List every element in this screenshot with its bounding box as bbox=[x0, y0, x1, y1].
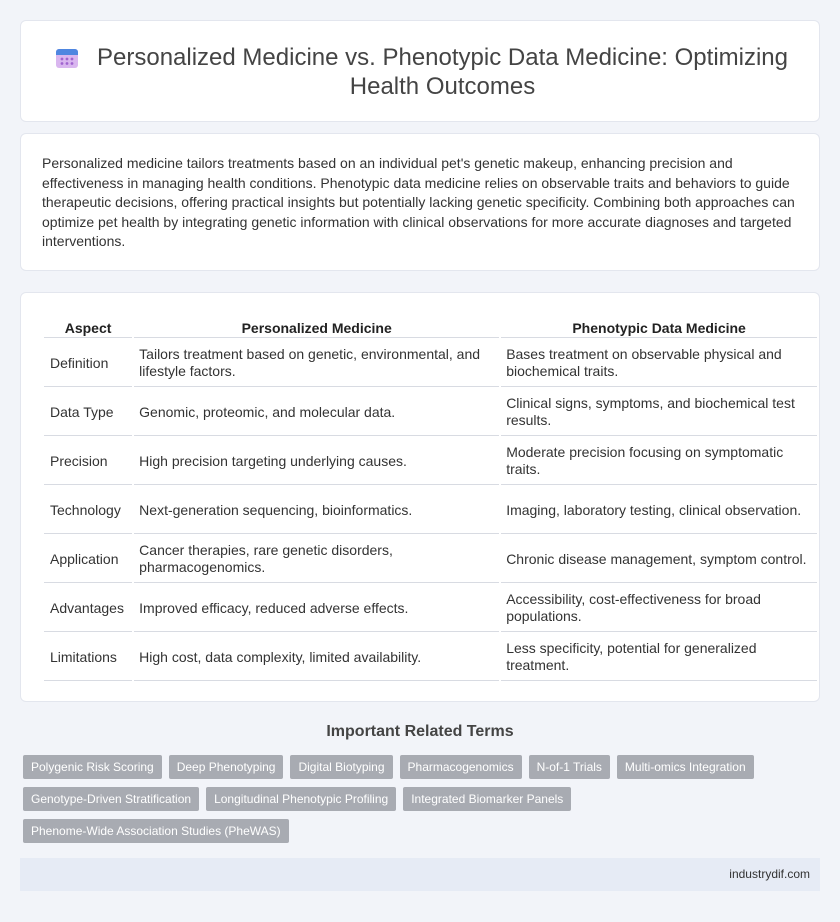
table-header-row bbox=[44, 319, 817, 338]
related-term-tag[interactable]: Digital Biotyping bbox=[290, 755, 392, 779]
related-term-tag[interactable]: Phenome-Wide Association Studies (PheWAS) bbox=[23, 819, 289, 843]
phenotypic-cell: Bases treatment on observable physical and biochemical traits. bbox=[501, 340, 817, 387]
related-term-tag[interactable]: Genotype-Driven Stratification bbox=[23, 787, 199, 811]
comparison-table bbox=[42, 317, 819, 683]
table-row bbox=[44, 487, 817, 534]
header-card bbox=[20, 20, 820, 122]
comparison-table-card bbox=[20, 292, 820, 702]
page-title: Personalized Medicine vs. Phenotypic Data Medicine: Optimizing Health Outcomes bbox=[97, 44, 788, 100]
related-term-tag[interactable]: Deep Phenotyping bbox=[169, 755, 284, 779]
personalized-cell: Tailors treatment based on genetic, environmental, and lifestyle factors. bbox=[134, 340, 499, 387]
table-row bbox=[44, 634, 817, 681]
personalized-cell: Cancer therapies, rare genetic disorders, pharmacogenomics. bbox=[134, 536, 499, 583]
footer bbox=[20, 858, 820, 891]
personalized-cell: Genomic, proteomic, and molecular data. bbox=[134, 389, 499, 436]
phenotypic-cell: Clinical signs, symptoms, and biochemical test results. bbox=[501, 389, 817, 436]
related-terms-list bbox=[23, 755, 813, 851]
aspect-cell: Application bbox=[44, 536, 132, 583]
intro-paragraph: Personalized medicine tailors treatments based on an individual pet's genetic makeup, enhancing precision and effectiveness in managing health conditions. Phenotypic data medicine relies on observable traits and behaviors to guide therapeutic decisions, offering practical insights but potentially lacking genetic specificity. Combining both approaches can optimize pet health by integrating genetic information with clinical observations for more accurate diagnoses and targeted interventions. bbox=[42, 155, 795, 250]
aspect-cell: Limitations bbox=[44, 634, 132, 681]
header-personalized-medicine: Personalized Medicine bbox=[134, 319, 499, 338]
aspect-cell: Precision bbox=[44, 438, 132, 485]
related-terms-title: Important Related Terms bbox=[326, 723, 514, 740]
aspect-cell: Technology bbox=[44, 487, 132, 534]
table-row bbox=[44, 585, 817, 632]
aspect-cell: Data Type bbox=[44, 389, 132, 436]
related-term-tag[interactable]: Multi-omics Integration bbox=[617, 755, 754, 779]
table-row bbox=[44, 389, 817, 436]
related-term-tag[interactable]: Pharmacogenomics bbox=[400, 755, 522, 779]
personalized-cell: High precision targeting underlying causes. bbox=[134, 438, 499, 485]
related-term-tag[interactable]: Integrated Biomarker Panels bbox=[403, 787, 571, 811]
intro-card bbox=[20, 133, 820, 271]
phenotypic-cell: Imaging, laboratory testing, clinical observation. bbox=[501, 487, 817, 534]
personalized-cell: High cost, data complexity, limited availability. bbox=[134, 634, 499, 681]
table-row bbox=[44, 438, 817, 485]
aspect-cell: Advantages bbox=[44, 585, 132, 632]
related-term-tag[interactable]: Longitudinal Phenotypic Profiling bbox=[206, 787, 396, 811]
table-row bbox=[44, 340, 817, 387]
phenotypic-cell: Less specificity, potential for generalized treatment. bbox=[501, 634, 817, 681]
footer-site-link[interactable]: industrydif.com bbox=[729, 867, 810, 881]
header-aspect: Aspect bbox=[44, 319, 132, 338]
phenotypic-cell: Accessibility, cost-effectiveness for broad populations. bbox=[501, 585, 817, 632]
header-phenotypic-data-medicine: Phenotypic Data Medicine bbox=[501, 319, 817, 338]
related-term-tag[interactable]: N-of-1 Trials bbox=[529, 755, 610, 779]
table-row bbox=[44, 536, 817, 583]
related-term-tag[interactable]: Polygenic Risk Scoring bbox=[23, 755, 162, 779]
personalized-cell: Next-generation sequencing, bioinformatics. bbox=[134, 487, 499, 534]
phenotypic-cell: Chronic disease management, symptom control. bbox=[501, 536, 817, 583]
phenotypic-cell: Moderate precision focusing on symptomatic traits. bbox=[501, 438, 817, 485]
aspect-cell: Definition bbox=[44, 340, 132, 387]
personalized-cell: Improved efficacy, reduced adverse effects. bbox=[134, 585, 499, 632]
